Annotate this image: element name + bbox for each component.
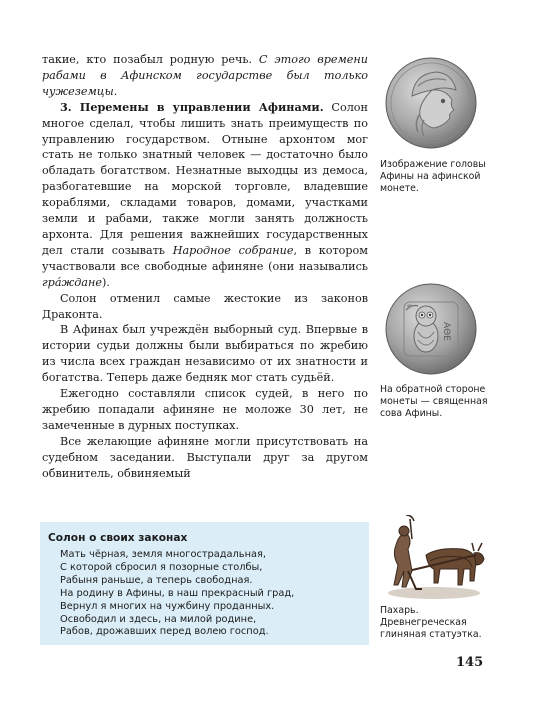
- main-text: [42, 52, 368, 481]
- caption-owl-coin: На обратной стороне монеты — священная сова Афины.: [380, 384, 488, 419]
- term-citizens: гра́ждане: [42, 275, 102, 289]
- poem-line: На родину в Афины, в наш прекрасный град,: [60, 587, 295, 599]
- paragraph-1: [42, 52, 368, 100]
- poem-line: Освободил и здесь, на милой родине,: [60, 613, 257, 625]
- caption-plowman: Пахарь. Древнегреческая глиняная статуэтка.: [380, 605, 482, 640]
- poem-line: Мать чёрная, земля многострадальная,: [60, 549, 266, 560]
- paragraph-text: Солон многое сделал, чтобы лишить знать преимуществ по управлению государством. Отныне архонтом мог стать не только знатный человек — достаточно было обладать богатством. Незнатные выходцы из демоса, разбогатевшие на морской торговле, владевшие кораблями, складами товаров, домами, участками земли и рабами, также могли занять должность архонта. Для решения важнейших государственных дел стали созывать: [42, 100, 368, 257]
- source-box: [40, 522, 369, 645]
- page-number: 145: [456, 655, 484, 670]
- paragraph-text: ).: [101, 275, 110, 289]
- paragraph-3: Солон отменил самые жестокие из законов Драконта.: [42, 291, 368, 321]
- owl-coin-image: [384, 282, 478, 376]
- poem-line: Рабов, дрожавших перед волею господ.: [60, 626, 269, 638]
- caption-athena-coin: Изображение головы Афины на афинской монете.: [380, 159, 486, 194]
- section-heading: 3. Перемены в управлении Афинами.: [60, 99, 324, 114]
- paragraph-text: такие, кто позабыл родную речь.: [42, 53, 259, 66]
- paragraph-2: [42, 100, 368, 291]
- poem-line: Рабыня раньше, а теперь свободная.: [60, 574, 253, 586]
- paragraph-text: , в котором участвовали все свободные афиняне (они назывались: [42, 243, 368, 273]
- paragraph-5: Ежегодно составляли список судей, в него по жребию попадали афиняне не моложе 30 лет, не замеченные в дурных поступках.: [42, 387, 368, 432]
- term-people-assembly: Народное собрание: [172, 243, 294, 257]
- paragraph-6: Все желающие афиняне могли присутствовать на судебном заседании. Выступали друг за другом обвинитель, обвиняемый: [42, 434, 368, 480]
- poem-line: Вернул я многих на чужбину проданных.: [60, 600, 275, 612]
- svg-text:ΑΘΕ: ΑΘΕ: [441, 322, 451, 341]
- emphasized-text: С этого времени рабами в Афинском государстве был только чужеземцы.: [42, 53, 368, 98]
- source-title: Солон о своих законах: [48, 532, 188, 544]
- athena-coin-image: [384, 56, 478, 150]
- paragraph-4: В Афинах был учреждён выборный суд. Впервые в истории судьи должны были выбираться по жребию из числа всех граждан независимо от их знатности и богатства. Теперь даже бедняк мог стать судьёй.: [42, 323, 368, 385]
- plowman-statuette-image: [378, 515, 490, 601]
- poem-line: С которой сбросил я позорные столбы,: [60, 561, 263, 573]
- poem: [60, 549, 369, 639]
